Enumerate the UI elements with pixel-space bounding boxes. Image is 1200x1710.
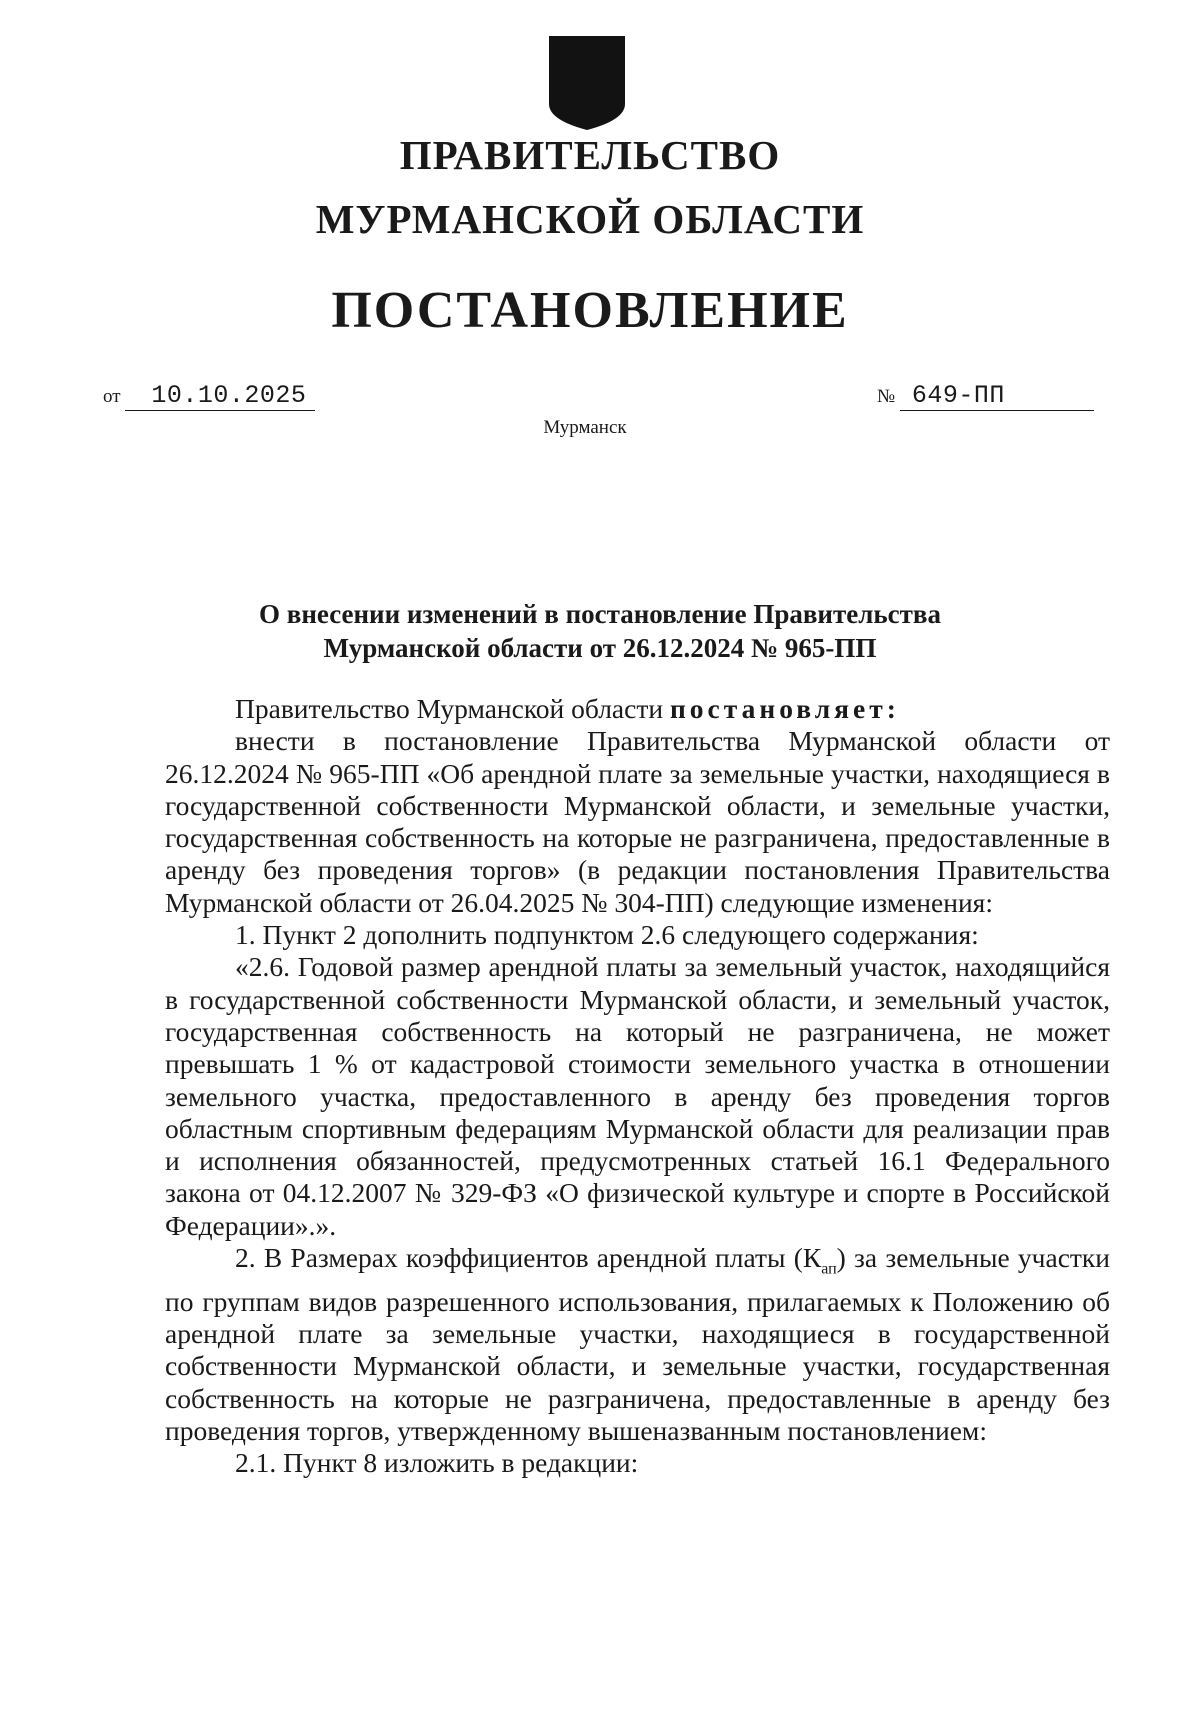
coefficient-subscript: ап xyxy=(821,1260,837,1278)
government-title-line1: ПРАВИТЕЛЬСТВО xyxy=(399,132,781,178)
paragraph-item-2 xyxy=(165,1242,1110,1447)
subject-line2: Мурманской области от 26.12.2024 № 965-ПП xyxy=(323,633,877,663)
number-prefix: № xyxy=(877,386,896,407)
document-city: Мурманск xyxy=(543,417,627,438)
document-subject xyxy=(0,597,1200,665)
document-date-row xyxy=(103,383,315,411)
shield-icon xyxy=(547,34,627,132)
coat-of-arms-emblem xyxy=(547,34,627,132)
date-prefix: от xyxy=(103,386,121,407)
paragraph-amendment: внести в постановление Правительства Мурманской области от 26.12.2024 № 965-ПП «Об арендной плате за земельные участки, находящиеся в государственной собственности Мурманской области, и земельные участки, государственная собственность на которые не разграничена, предоставленные в аренду без проведения торгов» (в редакции постановления Правительства Мурманской области от 26.04.2025 № 304-ПП) следующие изменения: xyxy=(165,725,1110,918)
intro-paragraph xyxy=(165,693,1110,725)
item-2-text-end: ) за земельные участки по группам видов разрешенного использования, прилагаемых к Положению об арендной плате за земельные участки, находящиеся в государственной собственности Мурманской области, и земельные участки, государственная собственность на которые не разграничена, предоставленные в аренду без проведения торгов, утвержденному вышеназванным постановлением: xyxy=(165,1242,1110,1447)
document-body xyxy=(165,693,1110,1480)
intro-text: Правительство Мурманской области xyxy=(235,693,670,724)
document-number: 649-ПП xyxy=(900,383,1094,411)
document-date: 10.10.2025 xyxy=(125,383,315,411)
government-title-line2: МУРМАНСКОЙ ОБЛАСТИ xyxy=(315,196,865,242)
document-type-title: ПОСТАНОВЛЕНИЕ xyxy=(331,282,849,339)
paragraph-item-2-6: «2.6. Годовой размер арендной платы за земельный участок, находящийся в государственной собственности Мурманской области, и земельный участок, государственная собственность на который не разграничена, не может превышать 1 % от кадастровой стоимости земельного участка в отношении земельного участка, предоставленного в аренду без проведения торгов областным спортивным федерациям Мурманской области для реализации прав и исполнения обязанностей, предусмотренных статьей 16.1 Федерального закона от 04.12.2007 № 329-ФЗ «О физической культуре и спорте в Российской Федерации».». xyxy=(165,951,1110,1241)
subject-line1: О внесении изменений в постановление Правительства xyxy=(259,599,941,629)
paragraph-item-2-1: 2.1. Пункт 8 изложить в редакции: xyxy=(235,1447,639,1479)
decree-word: постановляет: xyxy=(669,693,900,724)
paragraph-item-1: 1. Пункт 2 дополнить подпунктом 2.6 следующего содержания: xyxy=(235,919,979,951)
document-number-row xyxy=(877,383,1094,411)
item-2-text-start: 2. В Размерах коэффициентов арендной платы (К xyxy=(235,1242,822,1274)
